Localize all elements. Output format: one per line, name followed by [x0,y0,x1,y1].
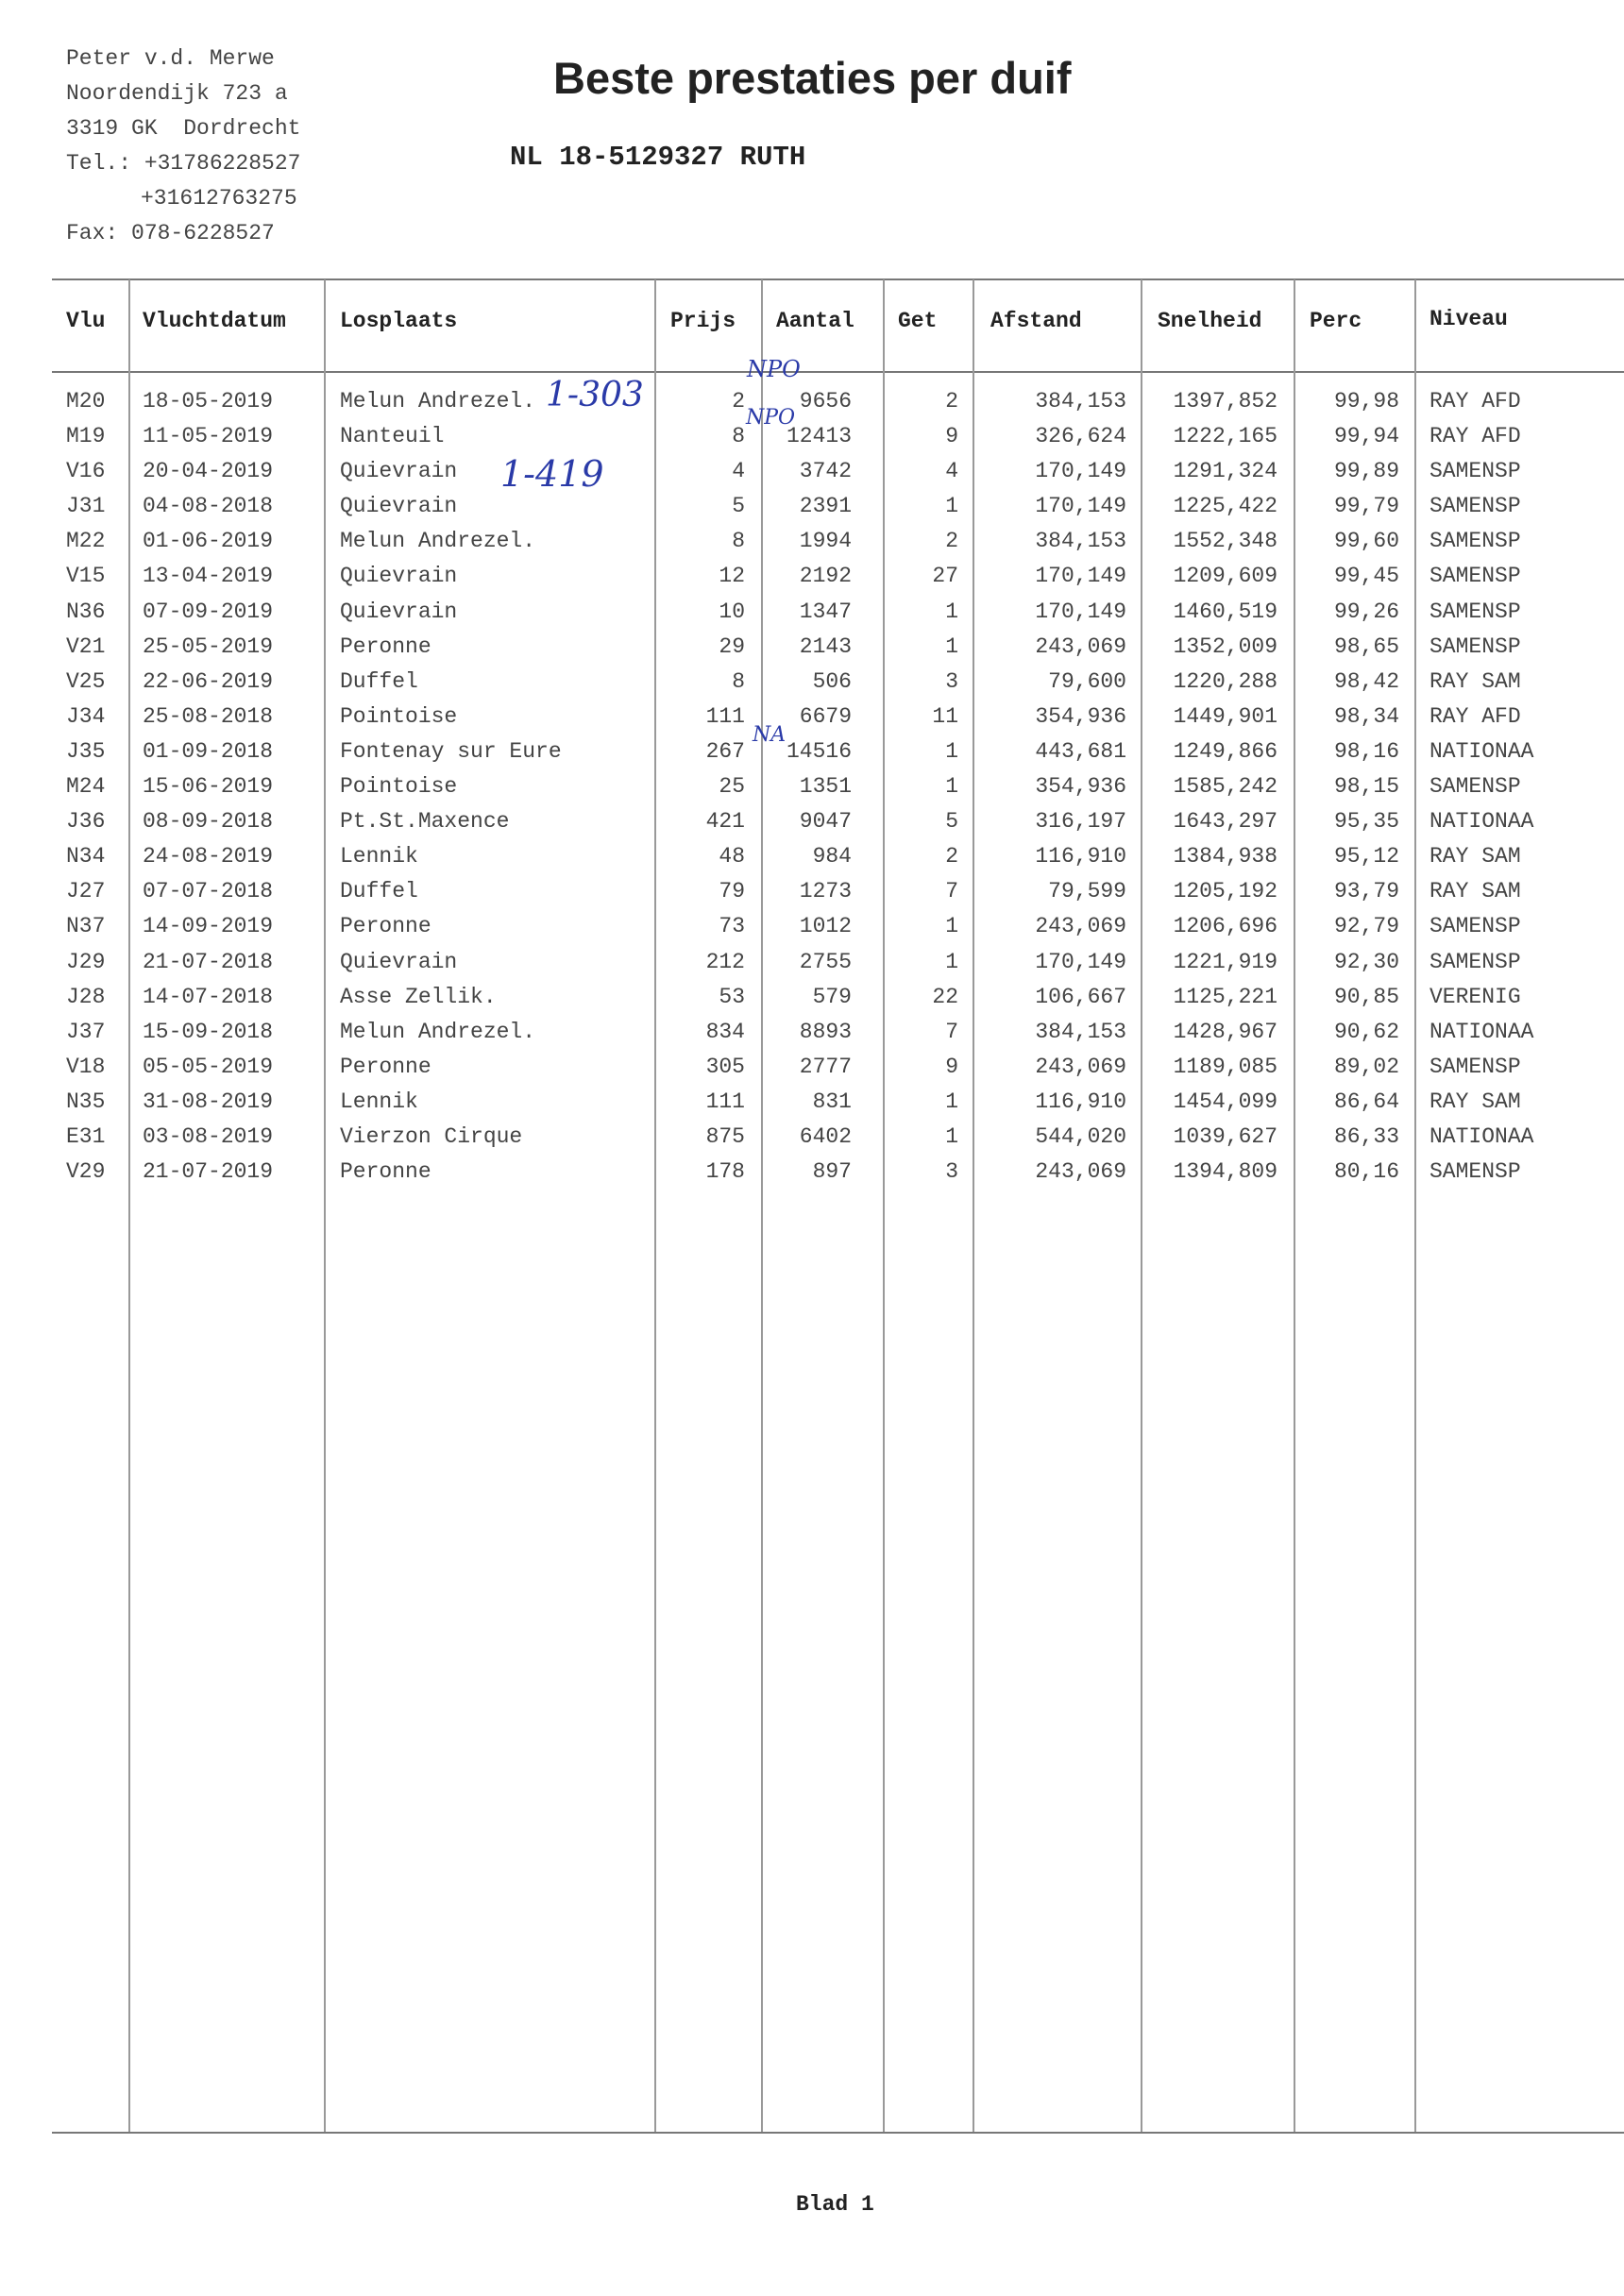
cell-perc: 90,85 [1333,984,1399,1009]
cell-snelheid: 1394,809 [1173,1159,1277,1185]
cell-aantal: 3742 [799,459,852,484]
cell-vlu: J34 [66,703,106,729]
cell-snelheid: 1352,009 [1173,633,1277,659]
cell-perc: 99,79 [1333,494,1399,519]
table-row [0,1085,1624,1120]
table-row [0,734,1624,769]
cell-niveau: SAMENSP [1429,949,1521,974]
cell-prijs: 212 [705,949,745,974]
cell-datum: 05-05-2019 [143,1054,274,1079]
cell-aantal: 1012 [799,914,852,939]
cell-get: 7 [945,879,958,904]
cell-vlu: J28 [66,984,106,1009]
cell-prijs: 25 [719,774,745,800]
cell-aantal: 1994 [799,529,852,554]
sender-tel: Tel.: +31786228527 [66,151,301,176]
cell-vlu: J31 [66,494,106,519]
cell-niveau: RAY SAM [1429,879,1521,904]
cell-datum: 11-05-2019 [143,424,274,449]
cell-aantal: 1351 [799,774,852,800]
cell-get: 2 [945,389,958,414]
cell-get: 22 [932,984,958,1009]
cell-perc: 98,42 [1333,668,1399,694]
cell-vlu: E31 [66,1123,106,1149]
table-row [0,1050,1624,1085]
cell-prijs: 8 [732,424,745,449]
sender-city: 3319 GK Dordrecht [66,116,301,141]
cell-prijs: 875 [705,1123,745,1149]
cell-niveau: RAY AFD [1429,389,1521,414]
cell-prijs: 267 [705,738,745,764]
cell-aantal: 984 [812,844,852,869]
cell-vlu: J36 [66,809,106,835]
cell-datum: 01-09-2018 [143,738,274,764]
table-row [0,559,1624,594]
cell-datum: 20-04-2019 [143,459,274,484]
cell-afstand: 170,149 [1035,599,1126,624]
handwritten-mark: NPO [747,356,801,382]
handwritten-mark: NA [753,723,787,747]
cell-prijs: 111 [705,1089,745,1114]
col-header-snelheid: Snelheid [1158,309,1262,333]
table-row [0,630,1624,665]
table-row [0,804,1624,839]
cell-losplaats: Peronne [340,633,431,659]
cell-aantal: 579 [812,984,852,1009]
cell-datum: 13-04-2019 [143,564,274,589]
cell-snelheid: 1189,085 [1173,1054,1277,1079]
page-title: Beste prestaties per duif [553,53,1072,103]
table-row [0,1120,1624,1155]
cell-niveau: RAY AFD [1429,424,1521,449]
cell-perc: 99,45 [1333,564,1399,589]
col-header-losplaats: Losplaats [340,309,458,333]
col-header-niveau: Niveau [1429,307,1508,331]
cell-snelheid: 1454,099 [1173,1089,1277,1114]
cell-niveau: SAMENSP [1429,459,1521,484]
cell-niveau: RAY SAM [1429,668,1521,694]
cell-losplaats: Nanteuil [340,424,445,449]
cell-afstand: 354,936 [1035,703,1126,729]
cell-losplaats: Lennik [340,1089,418,1114]
sender-street: Noordendijk 723 a [66,81,288,106]
cell-perc: 99,26 [1333,599,1399,624]
cell-losplaats: Lennik [340,844,418,869]
cell-get: 27 [932,564,958,589]
cell-prijs: 421 [705,809,745,835]
cell-losplaats: Melun Andrezel. [340,1019,536,1044]
cell-aantal: 9656 [799,389,852,414]
cell-afstand: 243,069 [1035,633,1126,659]
table-row [0,769,1624,804]
cell-prijs: 10 [719,599,745,624]
col-header-vlu: Vlu [66,309,106,333]
cell-afstand: 243,069 [1035,1159,1126,1185]
cell-niveau: SAMENSP [1429,599,1521,624]
cell-prijs: 305 [705,1054,745,1079]
cell-datum: 14-09-2019 [143,914,274,939]
cell-datum: 15-09-2018 [143,1019,274,1044]
cell-get: 9 [945,424,958,449]
cell-vlu: M22 [66,529,106,554]
cell-afstand: 384,153 [1035,529,1126,554]
handwritten-note: 1-419 [500,453,604,495]
cell-afstand: 384,153 [1035,389,1126,414]
cell-get: 1 [945,738,958,764]
table-row [0,700,1624,734]
cell-perc: 95,35 [1333,809,1399,835]
cell-datum: 25-05-2019 [143,633,274,659]
cell-perc: 99,89 [1333,459,1399,484]
cell-perc: 90,62 [1333,1019,1399,1044]
cell-afstand: 354,936 [1035,774,1126,800]
table-row [0,524,1624,559]
cell-snelheid: 1552,348 [1173,529,1277,554]
cell-afstand: 79,599 [1048,879,1126,904]
cell-datum: 03-08-2019 [143,1123,274,1149]
cell-get: 2 [945,529,958,554]
cell-niveau: NATIONAA [1429,1019,1534,1044]
cell-losplaats: Quievrain [340,599,458,624]
cell-snelheid: 1206,696 [1173,914,1277,939]
cell-losplaats: Vierzon Cirque [340,1123,523,1149]
cell-niveau: SAMENSP [1429,1054,1521,1079]
cell-losplaats: Pointoise [340,774,458,800]
cell-afstand: 170,149 [1035,564,1126,589]
cell-get: 1 [945,914,958,939]
cell-aantal: 831 [812,1089,852,1114]
cell-get: 3 [945,668,958,694]
cell-get: 1 [945,494,958,519]
cell-aantal: 2391 [799,494,852,519]
cell-afstand: 243,069 [1035,1054,1126,1079]
cell-prijs: 5 [732,494,745,519]
cell-aantal: 14516 [786,738,852,764]
cell-perc: 99,94 [1333,424,1399,449]
cell-vlu: V15 [66,564,106,589]
cell-niveau: NATIONAA [1429,809,1534,835]
table-row [0,489,1624,524]
table-row [0,419,1624,454]
cell-losplaats: Asse Zellik. [340,984,497,1009]
cell-get: 5 [945,809,958,835]
cell-datum: 22-06-2019 [143,668,274,694]
table-top-rule [52,279,1624,280]
cell-snelheid: 1220,288 [1173,668,1277,694]
sender-name: Peter v.d. Merwe [66,46,275,71]
sender-tel-mobile: +31612763275 [141,186,297,211]
results-table-body [0,384,1624,1190]
cell-losplaats: Peronne [340,1159,431,1185]
cell-snelheid: 1249,866 [1173,738,1277,764]
cell-get: 4 [945,459,958,484]
cell-niveau: NATIONAA [1429,738,1534,764]
table-row [0,909,1624,944]
col-header-prijs: Prijs [670,309,736,333]
cell-vlu: N34 [66,844,106,869]
cell-afstand: 544,020 [1035,1123,1126,1149]
cell-perc: 93,79 [1333,879,1399,904]
table-row [0,945,1624,980]
table-header-rule [52,371,1624,373]
cell-prijs: 2 [732,389,745,414]
cell-vlu: V18 [66,1054,106,1079]
cell-get: 1 [945,633,958,659]
cell-losplaats: Quievrain [340,949,458,974]
cell-niveau: NATIONAA [1429,1123,1534,1149]
cell-aantal: 1347 [799,599,852,624]
cell-perc: 92,30 [1333,949,1399,974]
cell-vlu: N37 [66,914,106,939]
cell-vlu: J37 [66,1019,106,1044]
cell-losplaats: Melun Andrezel. [340,529,536,554]
cell-losplaats: Peronne [340,914,431,939]
cell-aantal: 12413 [786,424,852,449]
cell-niveau: SAMENSP [1429,494,1521,519]
cell-datum: 21-07-2018 [143,949,274,974]
cell-datum: 04-08-2018 [143,494,274,519]
cell-niveau: RAY AFD [1429,703,1521,729]
cell-datum: 08-09-2018 [143,809,274,835]
cell-afstand: 116,910 [1035,844,1126,869]
cell-prijs: 29 [719,633,745,659]
cell-snelheid: 1221,919 [1173,949,1277,974]
cell-perc: 99,98 [1333,389,1399,414]
col-header-afstand: Afstand [990,309,1082,333]
col-header-aantal: Aantal [776,309,854,333]
cell-afstand: 170,149 [1035,459,1126,484]
cell-datum: 07-09-2019 [143,599,274,624]
cell-vlu: J27 [66,879,106,904]
cell-niveau: RAY SAM [1429,1089,1521,1114]
cell-prijs: 12 [719,564,745,589]
cell-get: 7 [945,1019,958,1044]
cell-perc: 98,34 [1333,703,1399,729]
handwritten-note: 1-303 [546,376,644,414]
cell-datum: 18-05-2019 [143,389,274,414]
table-row [0,839,1624,874]
cell-get: 1 [945,1123,958,1149]
cell-niveau: SAMENSP [1429,529,1521,554]
cell-vlu: N35 [66,1089,106,1114]
cell-snelheid: 1222,165 [1173,424,1277,449]
cell-get: 1 [945,599,958,624]
cell-aantal: 2192 [799,564,852,589]
cell-aantal: 506 [812,668,852,694]
cell-vlu: J35 [66,738,106,764]
cell-snelheid: 1643,297 [1173,809,1277,835]
cell-niveau: SAMENSP [1429,914,1521,939]
cell-vlu: V29 [66,1159,106,1185]
table-row [0,1015,1624,1050]
cell-afstand: 384,153 [1035,1019,1126,1044]
table-row [0,1155,1624,1190]
cell-afstand: 106,667 [1035,984,1126,1009]
cell-losplaats: Quievrain [340,494,458,519]
table-row [0,665,1624,700]
handwritten-mark: NPO [746,406,796,430]
cell-aantal: 9047 [799,809,852,835]
cell-snelheid: 1449,901 [1173,703,1277,729]
cell-get: 1 [945,1089,958,1114]
cell-prijs: 8 [732,668,745,694]
cell-get: 11 [932,703,958,729]
cell-datum: 31-08-2019 [143,1089,274,1114]
cell-afstand: 243,069 [1035,914,1126,939]
cell-snelheid: 1225,422 [1173,494,1277,519]
cell-vlu: J29 [66,949,106,974]
cell-snelheid: 1384,938 [1173,844,1277,869]
cell-get: 9 [945,1054,958,1079]
cell-vlu: M19 [66,424,106,449]
cell-losplaats: Peronne [340,1054,431,1079]
cell-niveau: SAMENSP [1429,1159,1521,1185]
cell-prijs: 834 [705,1019,745,1044]
cell-datum: 01-06-2019 [143,529,274,554]
cell-prijs: 73 [719,914,745,939]
cell-perc: 99,60 [1333,529,1399,554]
cell-prijs: 48 [719,844,745,869]
cell-afstand: 79,600 [1048,668,1126,694]
cell-perc: 92,79 [1333,914,1399,939]
cell-losplaats: Duffel [340,668,418,694]
cell-niveau: SAMENSP [1429,564,1521,589]
cell-snelheid: 1125,221 [1173,984,1277,1009]
cell-datum: 15-06-2019 [143,774,274,800]
cell-perc: 98,15 [1333,774,1399,800]
cell-vlu: N36 [66,599,106,624]
cell-datum: 07-07-2018 [143,879,274,904]
cell-perc: 98,65 [1333,633,1399,659]
col-header-get: Get [898,309,938,333]
page-footer: Blad 1 [796,2192,874,2217]
cell-vlu: M20 [66,389,106,414]
table-row [0,980,1624,1015]
cell-get: 1 [945,949,958,974]
cell-losplaats: Quievrain [340,564,458,589]
cell-losplaats: Pointoise [340,703,458,729]
cell-snelheid: 1428,967 [1173,1019,1277,1044]
cell-losplaats: Melun Andrezel. [340,389,536,414]
cell-aantal: 2143 [799,633,852,659]
cell-losplaats: Fontenay sur Eure [340,738,562,764]
cell-perc: 89,02 [1333,1054,1399,1079]
cell-snelheid: 1209,609 [1173,564,1277,589]
cell-prijs: 8 [732,529,745,554]
table-bottom-rule [52,2132,1624,2134]
cell-afstand: 116,910 [1035,1089,1126,1114]
cell-afstand: 170,149 [1035,494,1126,519]
sender-fax: Fax: 078-6228527 [66,221,275,245]
cell-perc: 98,16 [1333,738,1399,764]
cell-aantal: 6402 [799,1123,852,1149]
cell-perc: 86,64 [1333,1089,1399,1114]
cell-perc: 80,16 [1333,1159,1399,1185]
cell-losplaats: Quievrain [340,459,458,484]
cell-snelheid: 1205,192 [1173,879,1277,904]
table-row [0,454,1624,489]
cell-aantal: 2755 [799,949,852,974]
cell-prijs: 111 [705,703,745,729]
cell-niveau: RAY SAM [1429,844,1521,869]
cell-losplaats: Pt.St.Maxence [340,809,510,835]
cell-snelheid: 1039,627 [1173,1123,1277,1149]
cell-get: 2 [945,844,958,869]
cell-datum: 21-07-2019 [143,1159,274,1185]
cell-vlu: V25 [66,668,106,694]
cell-prijs: 4 [732,459,745,484]
cell-vlu: V16 [66,459,106,484]
cell-snelheid: 1585,242 [1173,774,1277,800]
cell-aantal: 2777 [799,1054,852,1079]
cell-aantal: 1273 [799,879,852,904]
cell-prijs: 178 [705,1159,745,1185]
cell-prijs: 79 [719,879,745,904]
table-row [0,595,1624,630]
cell-datum: 25-08-2018 [143,703,274,729]
cell-vlu: M24 [66,774,106,800]
cell-aantal: 8893 [799,1019,852,1044]
cell-datum: 14-07-2018 [143,984,274,1009]
cell-losplaats: Duffel [340,879,418,904]
pigeon-id: NL 18-5129327 RUTH [510,142,806,173]
cell-niveau: SAMENSP [1429,633,1521,659]
cell-snelheid: 1460,519 [1173,599,1277,624]
cell-snelheid: 1397,852 [1173,389,1277,414]
cell-aantal: 897 [812,1159,852,1185]
cell-get: 3 [945,1159,958,1185]
table-row [0,384,1624,419]
cell-datum: 24-08-2019 [143,844,274,869]
cell-get: 1 [945,774,958,800]
cell-perc: 86,33 [1333,1123,1399,1149]
cell-niveau: VERENIG [1429,984,1521,1009]
cell-prijs: 53 [719,984,745,1009]
cell-afstand: 170,149 [1035,949,1126,974]
sender-address [66,42,300,251]
cell-afstand: 326,624 [1035,424,1126,449]
cell-afstand: 443,681 [1035,738,1126,764]
cell-aantal: 6679 [799,703,852,729]
cell-afstand: 316,197 [1035,809,1126,835]
table-row [0,874,1624,909]
col-header-vluchtdatum: Vluchtdatum [143,309,286,333]
cell-vlu: V21 [66,633,106,659]
cell-snelheid: 1291,324 [1173,459,1277,484]
cell-niveau: SAMENSP [1429,774,1521,800]
col-header-perc: Perc [1310,309,1362,333]
cell-perc: 95,12 [1333,844,1399,869]
